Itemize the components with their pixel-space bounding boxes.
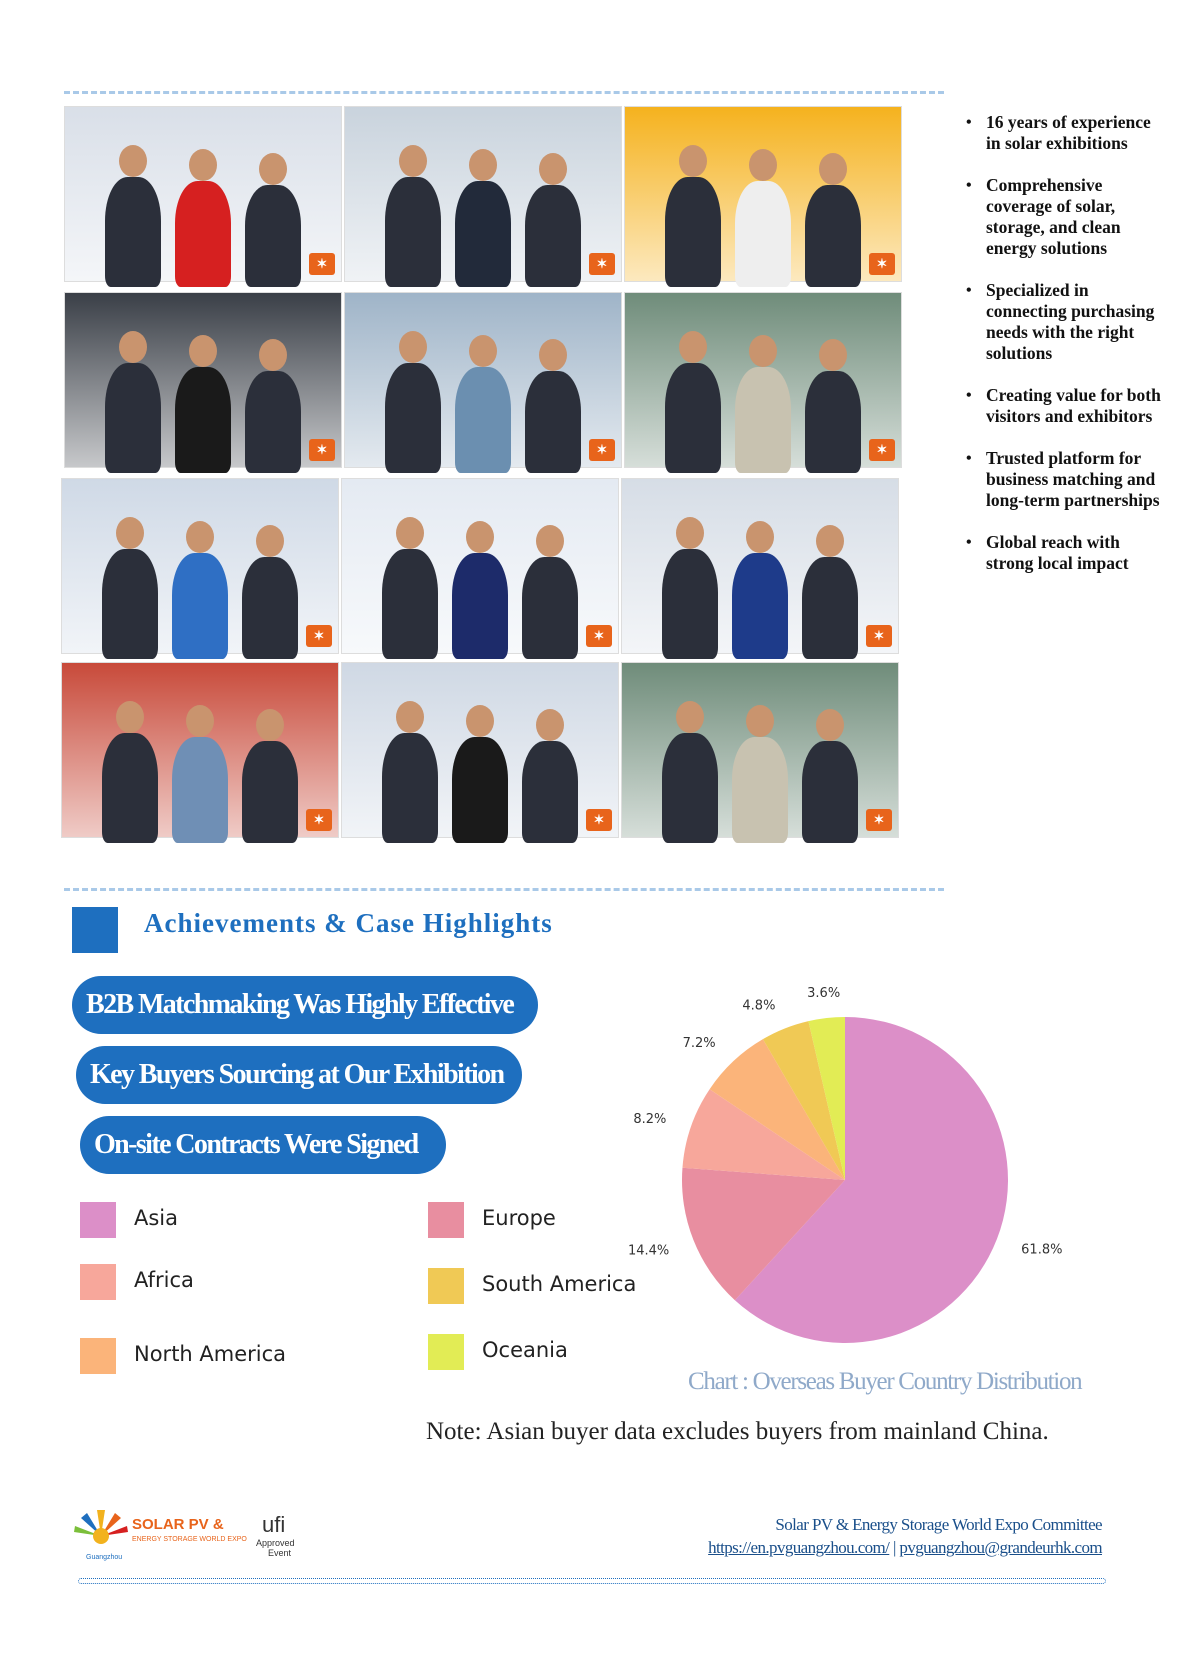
legend-label: North America: [134, 1342, 287, 1366]
watermark-icon: ✶: [586, 809, 612, 831]
exhibition-photo: [64, 106, 342, 282]
bullet-item: • Specialized in connecting purchasing needs with the right solutions: [964, 280, 1164, 364]
pie-value-label: 61.8%: [1021, 1242, 1063, 1258]
legend-label: South America: [482, 1272, 637, 1296]
legend-label: Oceania: [482, 1338, 568, 1362]
sun-icon: [72, 1506, 130, 1556]
section-marker: [72, 907, 118, 953]
pie-value-label: 8.2%: [633, 1112, 667, 1128]
exhibition-photo: [341, 662, 619, 838]
watermark-icon: ✶: [869, 253, 895, 275]
bullet-item: • Comprehensive coverage of solar, storage, and clean energy solutions: [964, 175, 1164, 259]
ufi-event: Event: [268, 1548, 292, 1558]
email-link[interactable]: pvguangzhou@grandeurhk.com: [899, 1538, 1102, 1557]
bullet-item: • 16 years of experience in solar exhibitions: [964, 112, 1164, 154]
pie-value-label: 7.2%: [682, 1036, 716, 1052]
watermark-icon: ✶: [309, 439, 335, 461]
footer-divider: [78, 1578, 1106, 1584]
website-link[interactable]: https://en.pvguangzhou.com/: [708, 1538, 890, 1557]
section-title: Achievements & Case Highlights: [144, 908, 553, 938]
exhibition-photo: [61, 662, 339, 838]
bullet-item: • Global reach with strong local impact: [964, 532, 1164, 574]
highlight-pill: Key Buyers Sourcing at Our Exhibition: [76, 1046, 522, 1104]
watermark-icon: ✶: [306, 809, 332, 831]
pie-value-label: 3.6%: [807, 986, 841, 1002]
legend-swatch: [428, 1334, 464, 1370]
legend-label: Europe: [482, 1206, 556, 1230]
legend-swatch: [80, 1264, 116, 1300]
exhibition-photo: [621, 662, 899, 838]
note-text: Note: Asian buyer data excludes buyers from mainland China.: [426, 1418, 1049, 1445]
exhibition-photo: [341, 478, 619, 654]
exhibition-photo: [64, 292, 342, 468]
legend-label: Africa: [134, 1268, 194, 1292]
footer-org: Solar PV & Energy Storage World Expo Committee: [775, 1515, 1102, 1534]
pie-value-label: 14.4%: [627, 1243, 670, 1259]
legend-swatch: [80, 1338, 116, 1374]
watermark-icon: ✶: [869, 439, 895, 461]
highlight-pill: On-site Contracts Were Signed: [80, 1116, 446, 1174]
ufi-mark: ufi: [262, 1512, 286, 1537]
bullet-item: • Creating value for both visitors and exhibitors: [964, 385, 1164, 427]
footer-links: [708, 1538, 1102, 1558]
watermark-icon: ✶: [586, 625, 612, 647]
ufi-logo: [252, 1512, 312, 1562]
watermark-icon: ✶: [866, 809, 892, 831]
exhibition-photo: [344, 292, 622, 468]
pie-chart: [627, 970, 1120, 1370]
bullet-list: [964, 112, 1164, 574]
bullet-item: • Trusted platform for business matching and long-term partnerships: [964, 448, 1164, 511]
logo-city: Guangzhou: [86, 1554, 123, 1561]
exhibition-photo: [344, 106, 622, 282]
exhibition-photo: [621, 478, 899, 654]
exhibition-photo: [624, 106, 902, 282]
watermark-icon: ✶: [589, 253, 615, 275]
highlight-pill: B2B Matchmaking Was Highly Effective: [72, 976, 538, 1034]
watermark-icon: ✶: [309, 253, 335, 275]
pie-value-label: 4.8%: [742, 998, 776, 1014]
watermark-icon: ✶: [589, 439, 615, 461]
exhibition-photo: [61, 478, 339, 654]
watermark-icon: ✶: [866, 625, 892, 647]
chart-caption: Chart : Overseas Buyer Country Distribution: [688, 1368, 1082, 1395]
logo-title: SOLAR PV &: [132, 1516, 224, 1533]
legend-swatch: [428, 1268, 464, 1304]
middle-divider: [64, 888, 944, 891]
link-separator: |: [892, 1538, 896, 1557]
top-divider: [64, 91, 944, 94]
watermark-icon: ✶: [306, 625, 332, 647]
ufi-approved: Approved: [256, 1538, 295, 1548]
legend-swatch: [80, 1202, 116, 1238]
legend-swatch: [428, 1202, 464, 1238]
exhibition-photo: [624, 292, 902, 468]
legend-label: Asia: [134, 1206, 179, 1230]
logo-subtitle: ENERGY STORAGE WORLD EXPO: [132, 1536, 247, 1543]
